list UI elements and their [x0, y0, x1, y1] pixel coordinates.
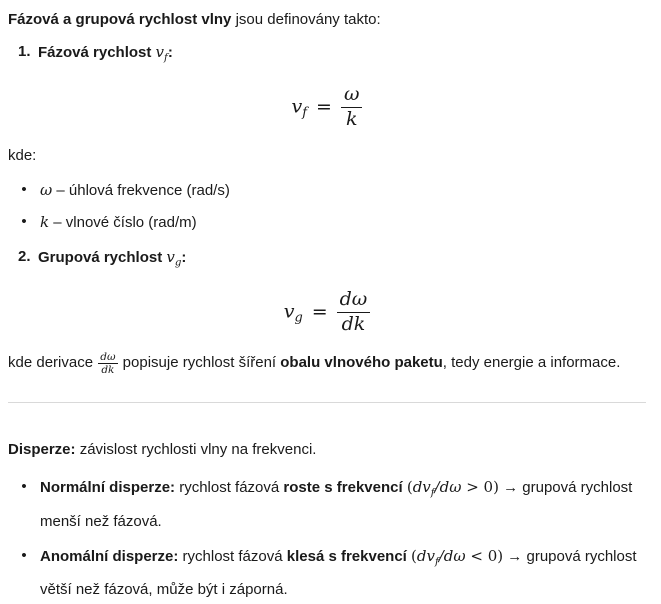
text: → grupová rychlost menší než fázová.	[40, 479, 633, 530]
term-bold: Anomální disperze:	[40, 547, 179, 565]
math-sub-g: g	[294, 310, 303, 326]
list-item-body	[40, 211, 646, 234]
colon: :	[167, 44, 173, 61]
math-open-paren: (	[406, 478, 413, 497]
math-v: v	[155, 43, 165, 61]
ordered-item-1	[8, 41, 646, 69]
bullet-marker: •	[21, 546, 27, 564]
math-sub-f: f	[430, 487, 435, 499]
math-dv: dv	[416, 546, 435, 565]
math-v: v	[166, 248, 175, 267]
derivative-paragraph	[8, 350, 646, 376]
math-v: v	[291, 95, 303, 118]
ordered-item-2	[8, 246, 646, 274]
para-pre: kde derivace	[8, 354, 98, 372]
equals-sign: =	[311, 300, 328, 323]
math-sub-f: f	[434, 555, 439, 567]
inline-fraction-denominator: dk	[98, 363, 117, 376]
ordered-item-1-body	[38, 41, 646, 69]
list-number: 2.	[18, 248, 31, 266]
text: rychlost fázová	[178, 547, 287, 565]
fraction-numerator: dω	[339, 288, 368, 311]
math-domega: /dω	[438, 546, 466, 565]
dispersion-list	[8, 473, 646, 604]
colon: :	[181, 249, 187, 267]
definition-text: – vlnové číslo (rad/m)	[49, 214, 197, 232]
math-open-paren: (	[411, 546, 417, 565]
section-divider	[8, 402, 646, 403]
list-item	[8, 473, 646, 535]
list-item	[8, 211, 646, 234]
intro-bold: Fázová a grupová rychlost vlny	[8, 11, 232, 28]
term-bold: Grupová rychlost	[38, 249, 167, 267]
math-relation: > 0	[461, 478, 494, 497]
document	[8, 9, 646, 604]
dispersion-bold: Disperze:	[8, 441, 76, 459]
para-mid: popisuje rychlost šíření	[118, 354, 281, 372]
math-close-paren: )	[493, 478, 499, 497]
math-dv: dv	[412, 478, 431, 497]
text: → grupová rychlost větší než fázová, může být i záporná.	[40, 547, 637, 598]
definition-text: – úhlová frekvence (rad/s)	[52, 182, 230, 200]
bullet-marker: •	[21, 181, 27, 199]
emphasis-bold: klesá s frekvencí	[286, 547, 407, 565]
math-domega: /dω	[434, 478, 462, 497]
list-item-body	[40, 179, 646, 202]
kde-label: kde:	[8, 147, 37, 165]
math-sub-f: f	[302, 105, 308, 121]
dispersion-rest: závislost rychlosti vlny na frekvenci.	[75, 441, 317, 459]
list-item	[8, 179, 646, 202]
math-relation: < 0	[465, 546, 498, 565]
math-omega: ω	[40, 181, 53, 200]
formula-group-velocity	[8, 290, 646, 335]
inline-fraction	[98, 351, 117, 376]
math-sub-g: g	[174, 257, 182, 269]
fraction-denominator: dk	[337, 312, 371, 335]
math-sub-f: f	[164, 52, 168, 64]
math-close-paren: )	[497, 546, 504, 565]
term-bold: Fázová rychlost	[38, 44, 156, 61]
fraction	[341, 85, 363, 130]
inline-fraction-numerator: dω	[100, 350, 116, 363]
formula-phase-velocity	[8, 85, 646, 130]
emphasis-bold: roste s frekvencí	[283, 479, 403, 497]
list-item	[8, 542, 646, 604]
list-number: 1.	[18, 43, 31, 60]
intro-paragraph	[8, 9, 646, 30]
fraction	[337, 290, 371, 335]
bullet-marker: •	[21, 213, 27, 231]
para-bold: obalu vlnového paketu	[280, 354, 443, 372]
definitions-list	[8, 179, 646, 234]
para-post: , tedy energie a informace.	[442, 354, 621, 372]
fraction-numerator: ω	[343, 83, 360, 106]
fraction-denominator: k	[341, 107, 363, 130]
ordered-item-2-body	[38, 246, 646, 274]
bullet-marker: •	[21, 478, 27, 496]
math-v: v	[283, 300, 295, 323]
dispersion-paragraph	[8, 439, 646, 460]
normal-dispersion-item	[40, 473, 646, 535]
equals-sign: =	[316, 95, 332, 118]
intro-rest: jsou definovány takto:	[231, 11, 381, 28]
anomalous-dispersion-item	[40, 542, 646, 604]
math-k: k	[40, 213, 50, 232]
text: rychlost fázová	[175, 479, 284, 497]
term-bold: Normální disperze:	[40, 479, 176, 497]
